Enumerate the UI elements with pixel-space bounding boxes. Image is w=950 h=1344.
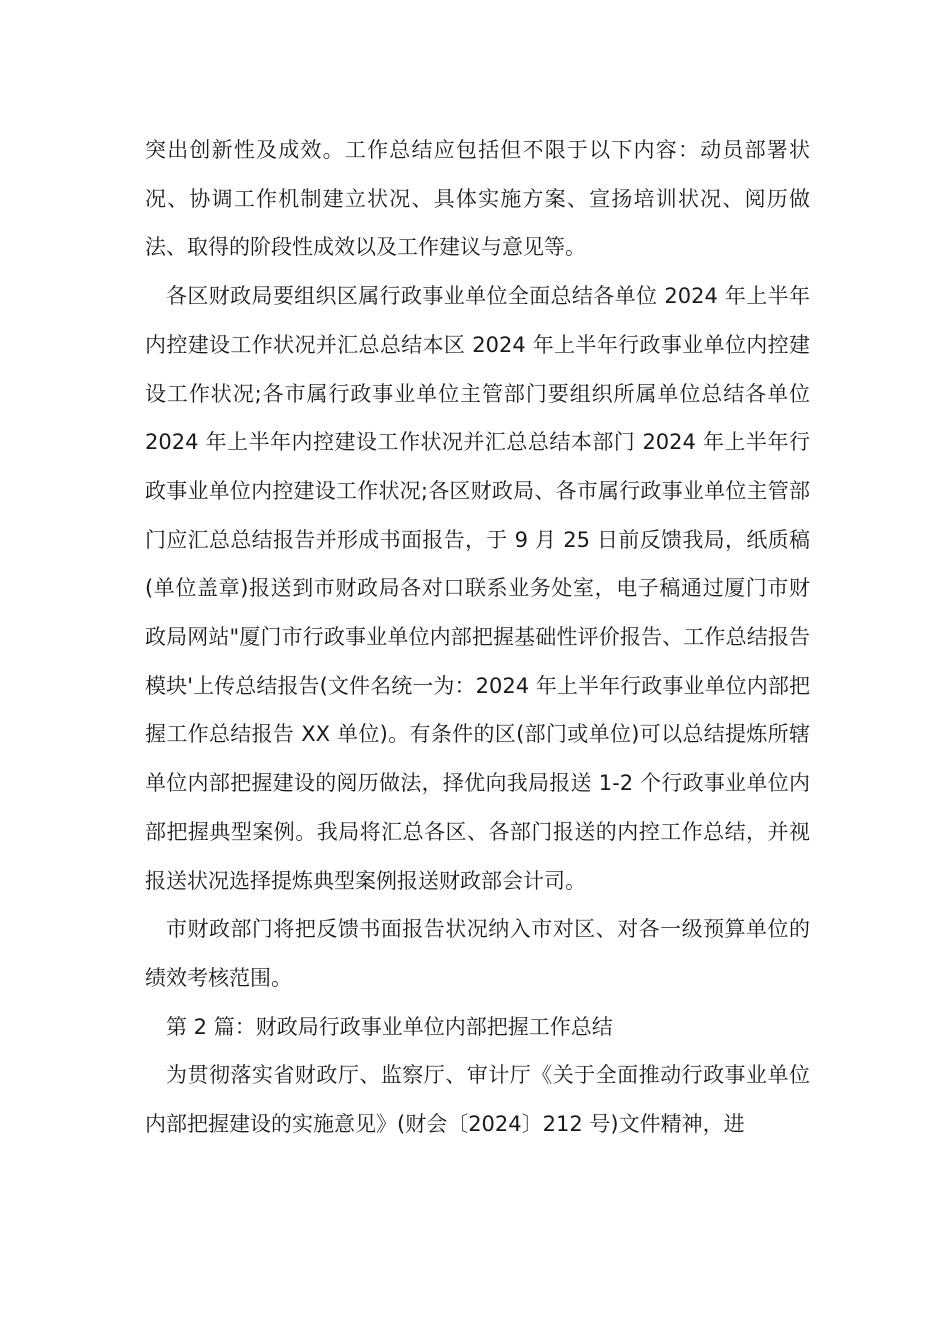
document-body — [145, 126, 810, 1149]
section-heading-part-2: 第 2 篇：财政局行政事业单位内部把握工作总结 — [166, 1014, 613, 1039]
paragraph-implementation-intro: 为贯彻落实省财政厅、监察厅、审计厅《关于全面推动行政事业单位内部把握建设的实施意见》(财会〔2024〕212 号)文件精神，进 — [145, 1063, 810, 1137]
paragraph-performance-assessment: 市财政部门将把反馈书面报告状况纳入市对区、对各一级预算单位的绩效考核范围。 — [145, 917, 810, 990]
paragraph-reporting-requirements: 各区财政局要组织区属行政事业单位全面总结各单位 2024 年上半年内控建设工作状况并汇总总结本区 2024 年上半年行政事业单位内控建设工作状况;各市属行政事业单位主管部门要组织所属单位总结各单位 2024 年上半年内控建设工作状况并汇总总结本部门 2024 年上半年行政事业单位内控建设工作状况;各区财政局、各市属行政事业单位主管部门应汇总总结报告并形成书面报告，于 9 月 25 日前反馈我局，纸质稿(单位盖章)报送到市财政局各对口联系业务处室，电子稿通过厦门市财政局网站"厦门市行政事业单位内部把握基础性评价报告、工作总结报告模块'上传总结报告(文件名统一为：2024 年上半年行政事业单位内部把握工作总结报告 XX 单位)。有条件的区(部门或单位)可以总结提炼所辖单位内部把握建设的阅历做法，择优向我局报送 1-2 个行政事业单位内部把握典型案例。我局将汇总各区、各部门报送的内控工作总结，并视报送状况选择提炼典型案例报送财政部会计司。 — [145, 284, 810, 893]
paragraph-summary-contents: 突出创新性及成效。工作总结应包括但不限于以下内容：动员部署状况、协调工作机制建立状况、具体实施方案、宣扬培训状况、阅历做法、取得的阶段性成效以及工作建议与意见等。 — [145, 138, 810, 260]
